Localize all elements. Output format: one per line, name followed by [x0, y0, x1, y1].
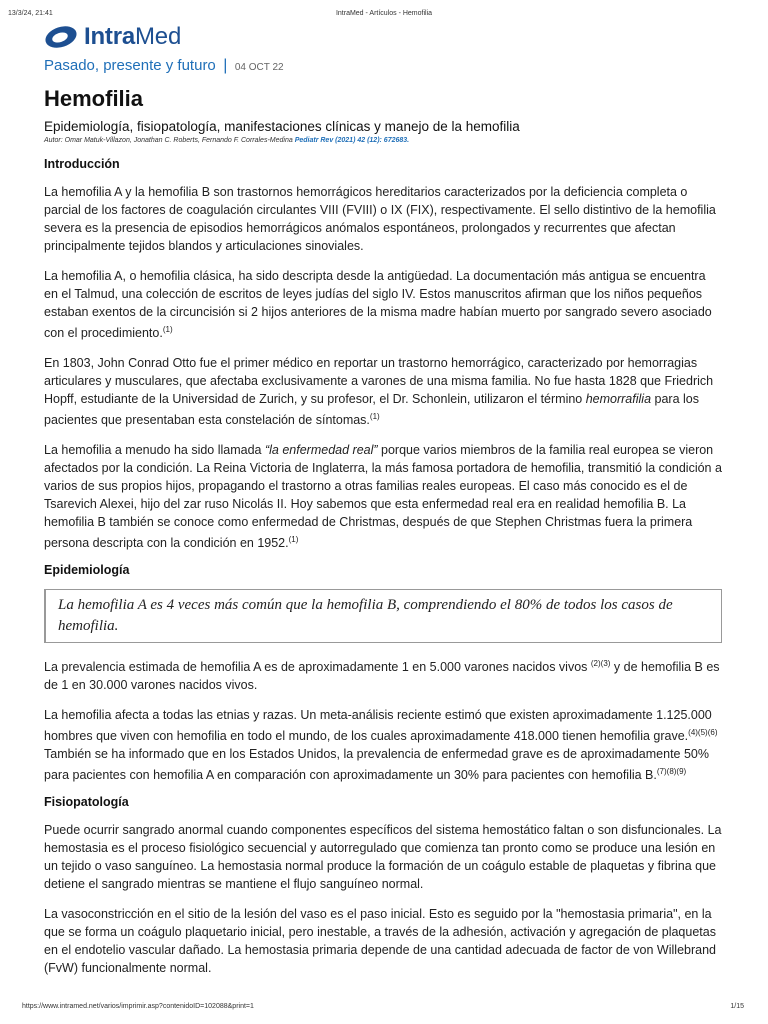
intro-paragraph-2: La hemofilia A, o hemofilia clásica, ha sido descripta desde la antigüedad. La documentación más antigua se encuentra en el Talmud, una colección de escritos de leyes judías del siglo IV. Estos manuscritos afirman que los niños pequeños estaban exentos de la circuncisión si 2 hijos anteriores de la misma madre habían muerto por sangrado severo asociado con el procedimiento.$^{(1)}$	[44, 269, 712, 340]
citation-ref[interactable]: (2)(3)	[590, 659, 611, 668]
physiopathology-paragraph-1: Puede ocurrir sangrado anormal cuando componentes específicos del sistema hemostático faltan o son disfuncionales. La hemostasia es el proceso fisiológico secuencial y autorregulado que comienza tan pronto como se produce una lesión en un tejido o vaso sanguíneo. La hemostasia normal produce la formación de un coágulo estable de plaquetas y fibrina que detiene el sangrado mientras se mantiene el flujo sanguíneo normal.	[44, 823, 722, 891]
intramed-logo-icon	[44, 25, 78, 49]
article-subtitle: Epidemiología, fisiopatología, manifestaciones clínicas y manejo de la hemofilia	[44, 119, 520, 134]
citation-ref[interactable]: (4)(5)(6)	[688, 728, 718, 737]
publish-date: 04 OCT 22	[234, 62, 284, 73]
citation-ref[interactable]: (1)	[369, 412, 380, 421]
site-logo[interactable]	[44, 22, 722, 52]
intro-paragraph-4: La hemofilia a menudo ha sido llamada “la enfermedad real” porque varios miembros de la familia real europea se vieron afectados por la condición. La Reina Victoria de Inglaterra, la más famosa portadora de hemofilia, transmitió la condición a varios de sus propios hijos, propagando el trastorno a otras familias reales europeas. El caso más conocido es el de Tsarevich Alexei, hijo del zar ruso Nicolás II. Hoy sabemos que esta enfermedad real era en realidad hemofilia B. La hemofilia B también se conoce como enfermedad de Christmas, después de que Stephen Christmas fuera la primera persona descripta con la condición en 1952.$^{(1)}$	[44, 443, 722, 550]
quoted-term: “la enfermedad real”	[264, 443, 378, 457]
epidemiology-paragraph-1: La prevalencia estimada de hemofilia A es de aproximadamente 1 en 5.000 varones nacidos vivos $^{(2)(3)}$ y de hemofilia B es de 1 en 30.000 varones nacidos vivos.	[44, 659, 720, 692]
article-authors: Autor: Omar Matuk-Villazon, Jonathan C. Roberts, Fernando F. Corrales-Medina Pediatr Rev (2021) 42 (12): 672683.	[44, 137, 410, 144]
heading-epidemiology: Epidemiología	[44, 563, 130, 577]
citation-ref[interactable]: (1)	[288, 535, 299, 544]
print-page-number: 1/15	[730, 1003, 744, 1010]
print-footer	[0, 1003, 768, 1015]
article-title: Hemofilia	[44, 86, 144, 111]
article-content	[44, 20, 722, 977]
physiopathology-paragraph-2: La vasoconstricción en el sitio de la lesión del vaso es el paso inicial. Esto es seguido por la "hemostasia primaria", en la que se forma un coágulo plaquetario inicial, pero inestable, a través de la adhesión, activación y agregación de plaquetas en el endotelio vascular dañado. La hemostasia primaria depende de una cantidad adecuada de factor de von Willebrand (FvW) funcionalmente normal.	[44, 907, 716, 975]
print-url: https://www.intramed.net/varios/imprimir.asp?contenidoID=102088&print=1	[22, 1003, 254, 1010]
term-hemorrafilia: hemorrafilia	[585, 392, 652, 406]
print-datetime: 13/3/24, 21:41	[8, 10, 53, 17]
highlight-quote: La hemofilia A es 4 veces más común que la hemofilia B, comprendiendo el 80% de todos los casos de hemofilia.	[44, 589, 722, 643]
intro-paragraph-3: En 1803, John Conrad Otto fue el primer médico en reportar un trastorno hemorrágico, caracterizado por hemorragias articulares y musculares, que afectaba exclusivamente a varones de una misma familia. No fue hasta 1828 que Friedrich Hopff, estudiante de la Universidad de Zurich, y su profesor, el Dr. Schonlein, utilizaron el término hemorrafilia para los pacientes que presentaban esta constelación de síntomas.$^{(1)}$	[44, 356, 714, 427]
citation-ref[interactable]: (7)(8)(9)	[656, 767, 687, 776]
intro-paragraph-1: La hemofilia A y la hemofilia B son trastornos hemorrágicos hereditarios caracterizados por la deficiencia completa o parcial de los factores de coagulación circulantes VIII (FVIII) o IX (FIX), respectivamente. El sello distintivo de la hemofilia severa es la presencia de episodios hemorrágicos anómalos espontáneos, prolongados y recurrentes que afectan principalmente tejidos blandos y articulaciones sinoviales.	[44, 185, 716, 253]
heading-introduction: Introducción	[44, 157, 120, 171]
citation-ref[interactable]: (1)	[162, 325, 173, 334]
section-line	[44, 56, 722, 76]
print-page-title: IntraMed - Artículos - Hemofilia	[335, 10, 433, 17]
section-name-link[interactable]: Pasado, presente y futuro	[44, 57, 216, 74]
epidemiology-paragraph-2: La hemofilia afecta a todas las etnias y razas. Un meta-análisis reciente estimó que existen aproximadamente 1.125.000 hombres que viven con hemofilia en todo el mundo, de los cuales aproximadamente 418.000 tienen hemofilia grave.$^{(4)(5)(6)}$ También se ha informado que en los Estados Unidos, la prevalencia de enfermedad grave es de aproximadamente 50% para pacientes con hemofilia A en comparación con aproximadamente un 30% para pacientes con hemofilia B.$^{(7)(8)(9)}$	[44, 708, 718, 782]
section-separator: |	[223, 57, 228, 74]
heading-physiopathology: Fisiopatología	[44, 795, 129, 809]
journal-reference-link[interactable]: Pediatr Rev (2021) 42 (12): 672683.	[294, 137, 410, 144]
logo-wordmark: IntraMed	[84, 23, 182, 50]
